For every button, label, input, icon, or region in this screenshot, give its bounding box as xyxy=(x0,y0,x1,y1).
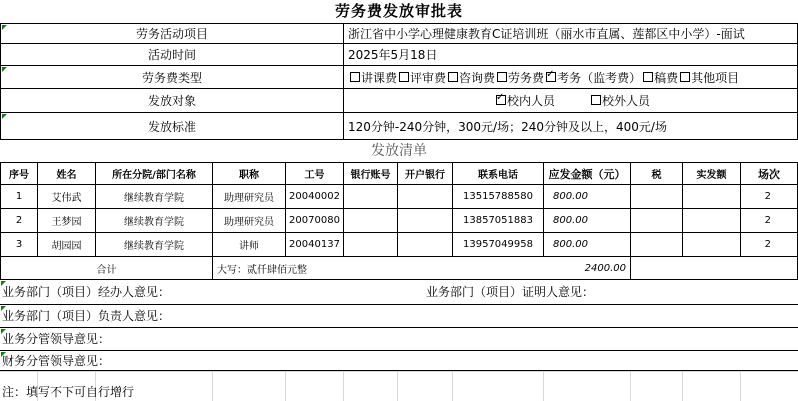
cell-amount[interactable]: 800.00 xyxy=(544,233,631,257)
gridline xyxy=(0,371,798,372)
checkbox-icon[interactable] xyxy=(591,95,601,105)
table-row xyxy=(0,185,798,209)
table-row xyxy=(0,209,798,233)
opinion-row xyxy=(0,328,798,350)
info-row-standard xyxy=(0,113,798,140)
cell-id[interactable]: 20040002 xyxy=(286,185,344,209)
col-header: 姓名 xyxy=(38,163,96,185)
gridline xyxy=(543,371,544,401)
gridline xyxy=(740,371,741,401)
info-row-target xyxy=(0,89,798,113)
cell-sessions[interactable]: 2 xyxy=(741,233,798,257)
business-leader-opinion-label: 业务分管领导意见： xyxy=(2,332,111,346)
standard-value[interactable]: 120分钟-240分钟，300元/场；240分钟及以上，400元/场 xyxy=(344,113,798,140)
cell-title[interactable]: 助理研究员 xyxy=(213,209,286,233)
cell-sessions[interactable]: 2 xyxy=(741,209,798,233)
checkbox-icon[interactable] xyxy=(399,72,409,82)
opinion-row xyxy=(0,351,798,371)
list-title-row xyxy=(0,140,798,162)
cell-name[interactable]: 王梦园 xyxy=(38,209,96,233)
leader-opinion-label: 业务部门（项目）负责人意见： xyxy=(2,309,171,323)
cell-dept[interactable]: 继续教育学院 xyxy=(96,209,213,233)
opinion-row xyxy=(0,305,798,327)
cell-amount[interactable]: 800.00 xyxy=(544,185,631,209)
finance-leader-opinion-label: 财务分管领导意见： xyxy=(2,354,111,368)
table-row xyxy=(0,233,798,257)
cell-name[interactable]: 胡园园 xyxy=(38,233,96,257)
col-header: 所在分院/部门名称 xyxy=(96,163,213,185)
page-title: 劳务费发放审批表 xyxy=(334,2,463,20)
project-value[interactable]: 浙江省中小学心理健康教育C证培训班（丽水市直属、莲都区中小学）-面试 xyxy=(344,24,798,44)
checkbox-icon[interactable] xyxy=(643,72,653,82)
target-option[interactable] xyxy=(591,92,650,109)
total-words[interactable]: 大写：贰仟肆佰元整 xyxy=(213,257,544,280)
cell-net[interactable] xyxy=(683,233,741,257)
table-header xyxy=(0,162,798,185)
target-options xyxy=(344,89,798,113)
cell-phone[interactable]: 13515788580 xyxy=(453,185,544,209)
type-option-label: 其他项目 xyxy=(691,70,740,85)
standard-label: 发放标准 xyxy=(1,113,344,140)
type-option-label: 劳务费 xyxy=(508,70,545,85)
type-options xyxy=(344,66,798,89)
cell-no[interactable]: 2 xyxy=(1,209,38,233)
handler-opinion-label: 业务部门（项目）经办人意见： xyxy=(2,285,171,299)
cell-bank-account[interactable] xyxy=(344,209,398,233)
col-header: 序号 xyxy=(1,163,38,185)
time-value[interactable]: 2025年5月18日 xyxy=(344,44,798,66)
type-label: 劳务费类型 xyxy=(1,66,344,89)
type-option[interactable] xyxy=(350,69,397,86)
checkbox-checked-icon[interactable] xyxy=(496,95,506,105)
cell-dept[interactable]: 继续教育学院 xyxy=(96,233,213,257)
col-header: 职称 xyxy=(213,163,286,185)
cell-net[interactable] xyxy=(683,185,741,209)
type-option[interactable] xyxy=(546,69,641,86)
total-label: 合计 xyxy=(1,257,213,280)
list-title: 发放清单 xyxy=(371,143,427,159)
type-option[interactable] xyxy=(399,69,446,86)
col-header: 银行账号 xyxy=(344,163,398,185)
type-option-label: 稿费 xyxy=(654,70,679,85)
witness-opinion-label: 业务部门（项目）证明人意见： xyxy=(426,285,595,299)
type-option-label: 讲课费 xyxy=(361,70,398,85)
gridline xyxy=(630,371,631,401)
col-header: 工号 xyxy=(286,163,344,185)
gridline xyxy=(343,371,344,401)
cell-dept[interactable]: 继续教育学院 xyxy=(96,185,213,209)
cell-tax[interactable] xyxy=(631,185,683,209)
type-option[interactable] xyxy=(643,69,678,86)
target-option[interactable] xyxy=(496,92,555,109)
time-label: 活动时间 xyxy=(1,44,344,66)
opinion-row xyxy=(0,280,798,304)
gridline xyxy=(682,371,683,401)
type-option[interactable] xyxy=(497,69,544,86)
cell-phone[interactable]: 13957049958 xyxy=(453,233,544,257)
cell-no[interactable]: 1 xyxy=(1,185,38,209)
cell-bank[interactable] xyxy=(398,185,453,209)
target-option-label: 校外人员 xyxy=(602,94,651,108)
checkbox-icon[interactable] xyxy=(680,72,690,82)
divider xyxy=(0,370,798,371)
checkbox-icon[interactable] xyxy=(448,72,458,82)
checkbox-checked-icon[interactable] xyxy=(546,72,556,82)
target-option-label: 校内人员 xyxy=(507,94,556,108)
cell-bank[interactable] xyxy=(398,233,453,257)
total-row xyxy=(0,257,798,280)
gridline xyxy=(452,371,453,401)
col-header: 开户银行 xyxy=(398,163,453,185)
gridline xyxy=(397,371,398,401)
cell-tax[interactable] xyxy=(631,209,683,233)
col-header: 税 xyxy=(631,163,683,185)
project-label: 劳务活动项目 xyxy=(1,24,344,44)
gridline xyxy=(212,371,213,401)
checkbox-icon[interactable] xyxy=(497,72,507,82)
type-option[interactable] xyxy=(448,69,495,86)
info-row-type xyxy=(0,66,798,89)
cell-id[interactable]: 20040137 xyxy=(286,233,344,257)
type-option-label: 咨询费 xyxy=(459,70,496,85)
cell-phone[interactable]: 13857051883 xyxy=(453,209,544,233)
type-option[interactable] xyxy=(680,69,739,86)
total-empty xyxy=(631,257,798,280)
checkbox-icon[interactable] xyxy=(350,72,360,82)
cell-sessions[interactable]: 2 xyxy=(741,185,798,209)
cell-id[interactable]: 20070080 xyxy=(286,209,344,233)
total-amount[interactable]: 2400.00 xyxy=(544,257,631,280)
cell-no[interactable]: 3 xyxy=(1,233,38,257)
type-option-label: 评审费 xyxy=(410,70,447,85)
cell-bank[interactable] xyxy=(398,209,453,233)
cell-title[interactable]: 助理研究员 xyxy=(213,185,286,209)
target-label: 发放对象 xyxy=(1,89,344,113)
info-row-project xyxy=(0,23,798,44)
col-header: 联系电话 xyxy=(453,163,544,185)
col-header: 场次 xyxy=(741,163,798,185)
cell-amount[interactable]: 800.00 xyxy=(544,209,631,233)
cell-bank-account[interactable] xyxy=(344,185,398,209)
cell-title[interactable]: 讲师 xyxy=(213,233,286,257)
cell-bank-account[interactable] xyxy=(344,233,398,257)
type-option-label: 考务（监考费） xyxy=(557,70,642,85)
cell-name[interactable]: 艾伟武 xyxy=(38,185,96,209)
cell-tax[interactable] xyxy=(631,233,683,257)
info-row-time xyxy=(0,44,798,66)
gridline xyxy=(285,371,286,401)
footer-note: 注：填写不下可自行增行 xyxy=(2,385,135,399)
cell-net[interactable] xyxy=(683,209,741,233)
col-header: 实发额 xyxy=(683,163,741,185)
col-header: 应发金额（元） xyxy=(544,163,631,185)
